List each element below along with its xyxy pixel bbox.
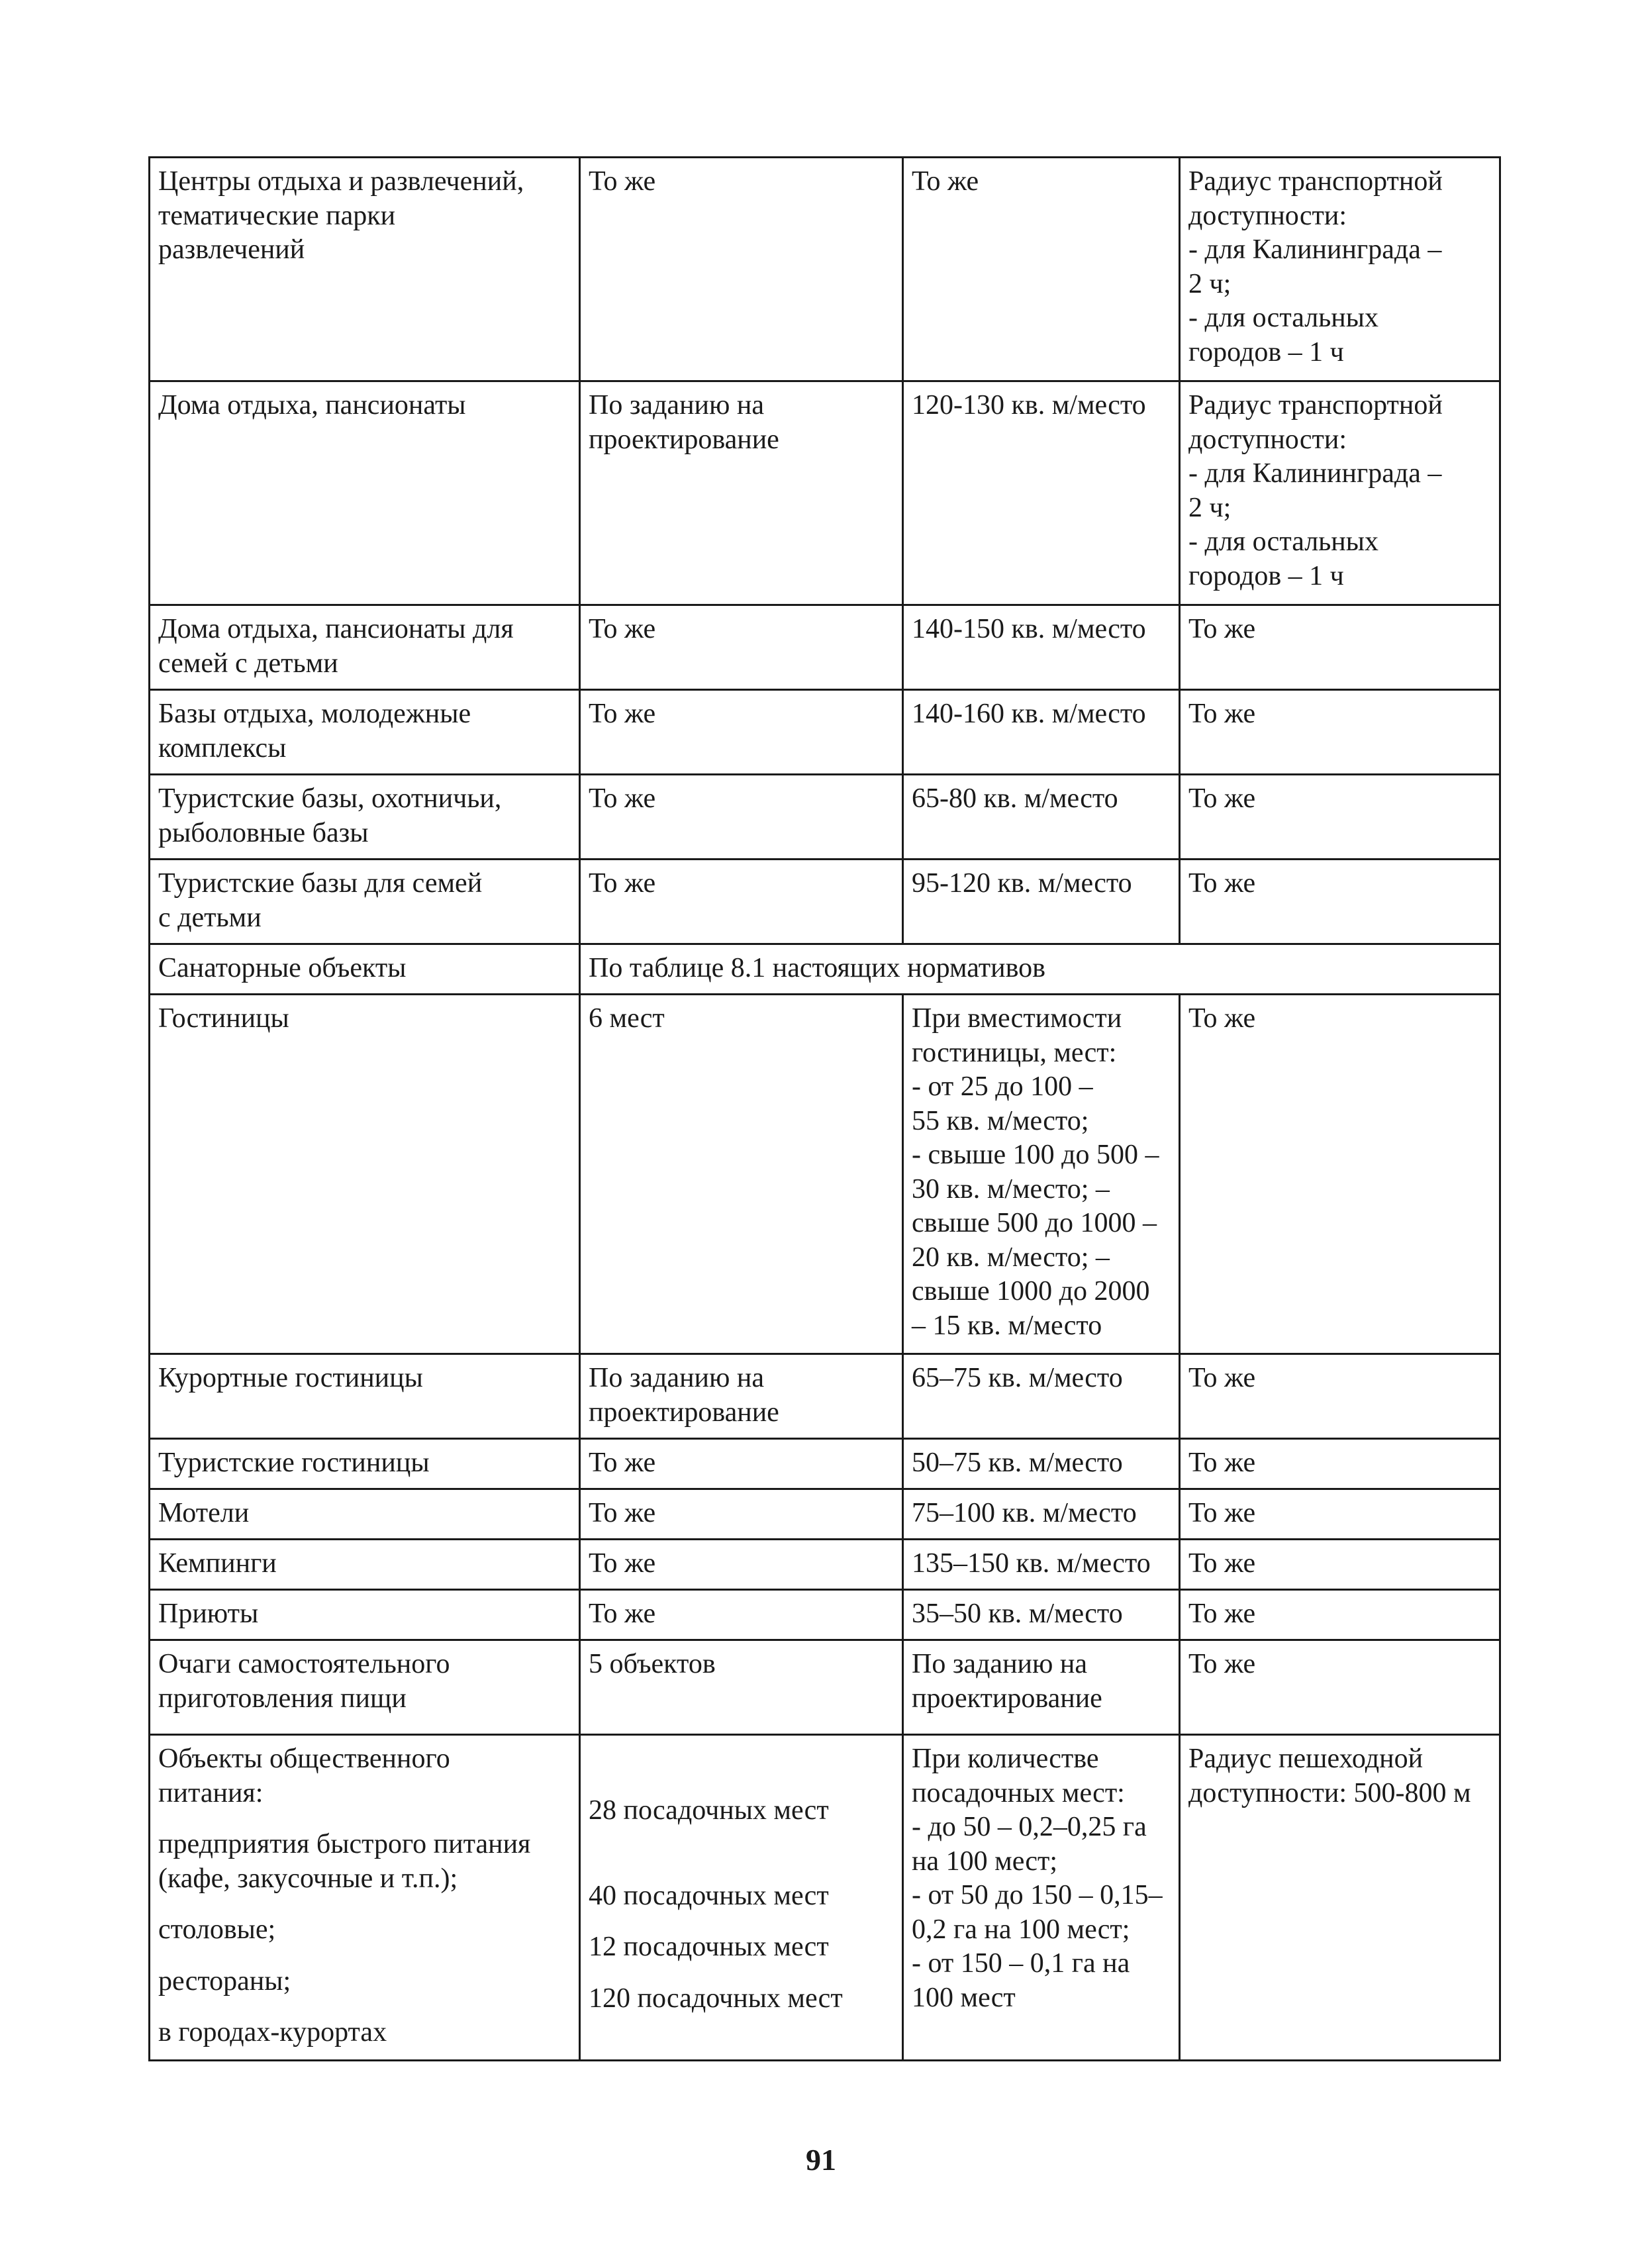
table-row (150, 1540, 1500, 1590)
cell-line: Очаги самостоятельного (158, 1649, 450, 1679)
cell-line: свыше 500 до 1000 – (912, 1208, 1157, 1238)
cell-line: городов – 1 ч (1188, 336, 1344, 368)
cell-line: То же (589, 1548, 656, 1579)
cell-line: По заданию на (589, 390, 765, 420)
cell-line: То же (1188, 1003, 1256, 1034)
cell-line: То же (589, 1498, 656, 1528)
table-row (150, 690, 1500, 775)
cell-line: - от 25 до 100 – (912, 1071, 1093, 1102)
cell-line: При вместимости (912, 1003, 1122, 1034)
cell-line: По заданию на (912, 1649, 1088, 1679)
cell-line: проектирование (589, 1397, 779, 1428)
object-type-cell (150, 1439, 580, 1489)
table-row (150, 1489, 1500, 1540)
cell-line: Базы отдыха, молодежные (158, 699, 471, 729)
cell-line: (кафе, закусочные и т.п.); (158, 1863, 458, 1894)
cell-line: Туристские гостиницы (158, 1448, 430, 1478)
object-type-cell (150, 1590, 580, 1640)
cell-line: рыболовные базы (158, 817, 369, 848)
cell-line: Центры отдыха и развлечений, (158, 166, 524, 197)
table-row (150, 1640, 1500, 1735)
land-area-cell (903, 860, 1180, 944)
table-row (150, 995, 1500, 1354)
accessibility-cell (1180, 381, 1500, 605)
accessibility-cell (1180, 1439, 1500, 1489)
cell-line: посадочных мест: (912, 1777, 1125, 1808)
object-type-cell (150, 158, 580, 381)
cell-line: То же (589, 1448, 656, 1478)
accessibility-cell (1180, 1735, 1500, 2061)
cell-line: - для Калининграда – (1188, 234, 1442, 265)
land-area-cell (903, 995, 1180, 1354)
cell-line: с детьми (158, 902, 262, 933)
cell-line: По заданию на (589, 1363, 765, 1393)
table-row (150, 775, 1500, 860)
capacity-cell (580, 158, 903, 381)
cell-line: То же (1188, 1363, 1256, 1393)
cell-line: - для Калининграда – (1188, 458, 1442, 489)
cell-line: городов – 1 ч (1188, 560, 1344, 591)
entry-gap (158, 1948, 571, 1965)
cell-line: приготовления пищи (158, 1683, 407, 1714)
cell-line: 30 кв. м/место; – (912, 1173, 1110, 1205)
cell-line: проектирование (912, 1683, 1102, 1714)
object-type-cell (150, 1640, 580, 1735)
cell-line: Дома отдыха, пансионаты (158, 390, 466, 420)
object-type-cell (150, 605, 580, 690)
cell-line: 40 посадочных мест (589, 1880, 829, 1911)
cell-line: 6 мест (589, 1003, 665, 1034)
cell-line: 50–75 кв. м/место (912, 1448, 1123, 1478)
cell-line: То же (1188, 1548, 1256, 1579)
cell-line: То же (1188, 783, 1256, 814)
object-type-cell (150, 860, 580, 944)
capacity-cell (580, 1590, 903, 1640)
table-row (150, 1590, 1500, 1640)
cell-line: Радиус транспортной (1188, 390, 1443, 420)
cell-line: По таблице 8.1 настоящих нормативов (589, 953, 1046, 983)
cell-line: - от 150 – 0,1 га на (912, 1948, 1130, 1979)
accessibility-cell (1180, 158, 1500, 381)
cell-line: проектирование (589, 424, 779, 455)
page-number: 91 (806, 2143, 836, 2177)
cell-line: 65-80 кв. м/место (912, 783, 1118, 814)
land-area-cell (903, 1354, 1180, 1439)
land-area-cell (903, 775, 1180, 860)
cell-line: То же (1188, 1649, 1256, 1679)
cell-line: 65–75 кв. м/место (912, 1363, 1123, 1393)
cell-line (589, 1828, 894, 1862)
land-area-cell (903, 1540, 1180, 1590)
cell-line: - от 50 до 150 – 0,15– (912, 1880, 1163, 1910)
table-row (150, 1354, 1500, 1439)
cell-line: на 100 мест; (912, 1846, 1058, 1877)
cell-line (589, 1742, 894, 1777)
object-type-cell (150, 381, 580, 605)
cell-line: То же (589, 783, 656, 814)
entry-gap (589, 1777, 894, 1794)
cell-line: – 15 кв. м/место (912, 1310, 1102, 1341)
capacity-cell (580, 1640, 903, 1735)
cell-line: Радиус транспортной (1188, 166, 1443, 197)
cell-line: Гостиницы (158, 1003, 289, 1034)
table-body (150, 158, 1500, 2061)
cell-line: То же (1188, 614, 1256, 644)
cell-line: гостиницы, мест: (912, 1037, 1117, 1068)
cell-line: 140-160 кв. м/место (912, 699, 1146, 729)
cell-line: доступности: (1188, 424, 1347, 455)
land-area-cell (903, 1640, 1180, 1735)
cell-line: Туристские базы, охотничьи, (158, 783, 502, 814)
cell-line: То же (1188, 1599, 1256, 1629)
table-row (150, 158, 1500, 381)
object-type-cell (150, 944, 580, 995)
capacity-cell (580, 995, 903, 1354)
capacity-cell (580, 1354, 903, 1439)
cell-line: 135–150 кв. м/место (912, 1548, 1151, 1579)
table-row (150, 381, 1500, 605)
land-area-cell (903, 690, 1180, 775)
accessibility-cell (1180, 995, 1500, 1354)
object-type-cell (150, 1354, 580, 1439)
entry-gap (589, 1965, 894, 1982)
land-area-cell (903, 1439, 1180, 1489)
merged-reference-cell (580, 944, 1500, 995)
cell-line: комплексы (158, 732, 287, 764)
cell-line: 2 ч; (1188, 268, 1232, 299)
cell-line: - для остальных (1188, 303, 1379, 333)
object-type-cell (150, 1735, 580, 2061)
cell-line: То же (1188, 1498, 1256, 1528)
capacity-cell (580, 1540, 903, 1590)
cell-line: доступности: (1188, 200, 1347, 231)
cell-line: 0,2 га на 100 мест; (912, 1914, 1130, 1945)
accessibility-cell (1180, 1590, 1500, 1640)
land-area-cell (903, 158, 1180, 381)
cell-line: Санаторные объекты (158, 953, 407, 983)
cell-line: 95-120 кв. м/место (912, 868, 1132, 899)
cell-line: Мотели (158, 1498, 250, 1528)
cell-line: При количестве (912, 1744, 1099, 1774)
cell-line: 120 посадочных мест (589, 1983, 843, 2014)
cell-line: рестораны; (158, 1965, 291, 1997)
cell-line: тематические парки (158, 200, 396, 231)
land-area-cell (903, 381, 1180, 605)
cell-line: Радиус пешеходной (1188, 1744, 1424, 1774)
entry-gap (589, 1913, 894, 1930)
cell-line: То же (589, 1599, 656, 1629)
accessibility-cell (1180, 1354, 1500, 1439)
entry-gap (158, 1810, 571, 1828)
cell-line: развлечений (158, 234, 305, 265)
accessibility-cell (1180, 690, 1500, 775)
cell-line: в городах-курортах (158, 2017, 387, 2047)
land-area-cell (903, 1735, 1180, 2061)
cell-line: 120-130 кв. м/место (912, 390, 1146, 420)
cell-line: То же (589, 868, 656, 899)
cell-line: То же (589, 614, 656, 644)
object-type-cell (150, 1489, 580, 1540)
cell-line: 35–50 кв. м/место (912, 1599, 1123, 1629)
cell-line: доступности: 500-800 м (1188, 1777, 1471, 1808)
cell-line: 20 кв. м/место; – (912, 1242, 1110, 1273)
cell-line: свыше 1000 до 2000 (912, 1276, 1150, 1307)
cell-line: 55 кв. м/место; (912, 1105, 1089, 1136)
capacity-cell (580, 690, 903, 775)
accessibility-cell (1180, 860, 1500, 944)
accessibility-cell (1180, 1540, 1500, 1590)
cell-line: семей с детьми (158, 648, 338, 679)
object-type-cell (150, 690, 580, 775)
cell-line: То же (1188, 699, 1256, 729)
cell-line: 5 объектов (589, 1649, 716, 1679)
cell-line: Приюты (158, 1599, 259, 1629)
object-type-cell (150, 775, 580, 860)
land-area-cell (903, 1489, 1180, 1540)
table-row (150, 860, 1500, 944)
land-area-cell (903, 605, 1180, 690)
cell-line: 2 ч; (1188, 492, 1232, 523)
object-type-cell (150, 1540, 580, 1590)
cell-line: питания: (158, 1777, 264, 1808)
cell-line: То же (589, 699, 656, 729)
capacity-cell (580, 775, 903, 860)
cell-line: То же (912, 166, 979, 197)
cell-line: Туристские базы для семей (158, 868, 483, 899)
accessibility-cell (1180, 1640, 1500, 1735)
cell-line: 28 посадочных мест (589, 1795, 829, 1826)
accessibility-cell (1180, 605, 1500, 690)
cell-line: Кемпинги (158, 1548, 277, 1579)
cell-line: 100 мест (912, 1982, 1016, 2013)
entry-gap (158, 1896, 571, 1913)
table-row (150, 1439, 1500, 1489)
cell-line: 75–100 кв. м/место (912, 1498, 1137, 1528)
capacity-cell (580, 605, 903, 690)
object-type-cell (150, 995, 580, 1354)
table-row-catering (150, 1735, 1500, 2061)
table-row (150, 605, 1500, 690)
cell-line: То же (1188, 1448, 1256, 1478)
cell-line: Объекты общественного (158, 1744, 450, 1774)
cell-line: Курортные гостиницы (158, 1363, 423, 1393)
entry-gap (158, 1998, 571, 2016)
capacity-cell (580, 860, 903, 944)
cell-line: столовые; (158, 1914, 276, 1945)
cell-line: Дома отдыха, пансионаты для (158, 614, 514, 644)
cell-line: - свыше 100 до 500 – (912, 1140, 1159, 1170)
cell-line: 140-150 кв. м/место (912, 614, 1146, 644)
capacity-cell (580, 381, 903, 605)
cell-line: 12 посадочных мест (589, 1932, 829, 1962)
cell-line: - до 50 – 0,2–0,25 га (912, 1812, 1147, 1842)
entry-gap (589, 1862, 894, 1879)
cell-line: То же (589, 166, 656, 197)
land-area-cell (903, 1590, 1180, 1640)
capacity-cell (580, 1489, 903, 1540)
cell-line: предприятия быстрого питания (158, 1829, 531, 1859)
accessibility-cell (1180, 775, 1500, 860)
cell-line: - для остальных (1188, 526, 1379, 557)
table-row (150, 944, 1500, 995)
capacity-cell (580, 1735, 903, 2061)
accessibility-cell (1180, 1489, 1500, 1540)
cell-line: То же (1188, 868, 1256, 899)
capacity-cell (580, 1439, 903, 1489)
norms-table (148, 156, 1501, 2061)
